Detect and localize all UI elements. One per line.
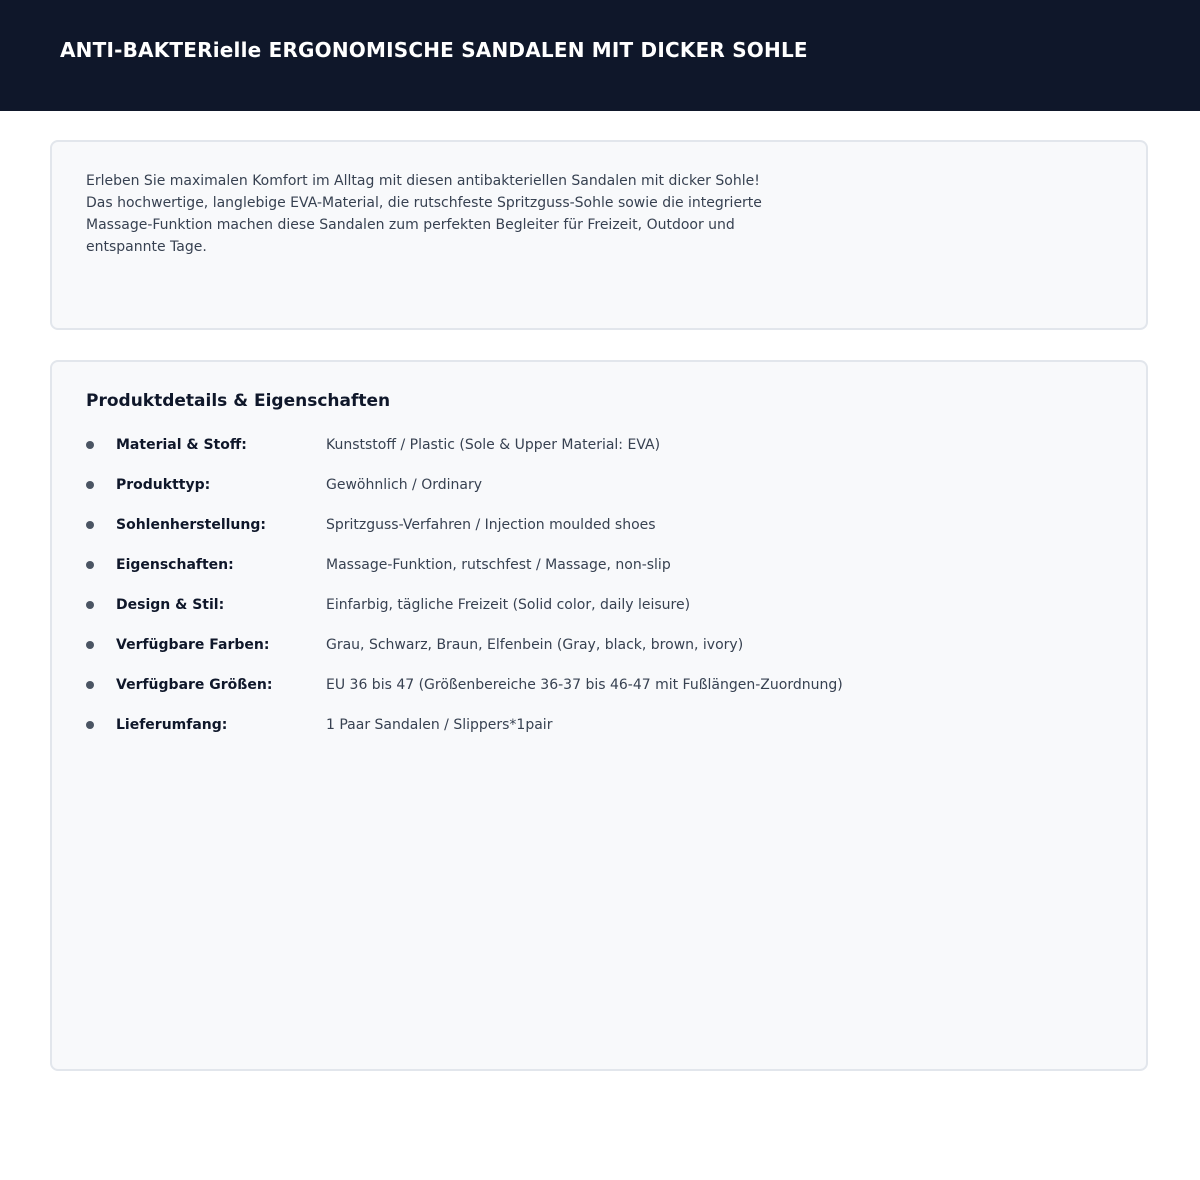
bullet-icon — [86, 641, 94, 649]
detail-label: Design & Stil: — [116, 597, 225, 613]
intro-text: Erleben Sie maximalen Komfort im Alltag mit diesen antibakteriellen Sandalen mit dicker Sohle! Das hochwertige, langlebige EVA-Material, die rutschfeste Spritzguss-Sohle sowie die integrierte Massage-Funktion machen diese Sandalen zum perfekten Begleiter für Freizeit, Outdoor und entspannte Tage. — [86, 173, 762, 255]
detail-label: Eigenschaften: — [116, 557, 234, 573]
details-card — [50, 360, 1148, 1071]
detail-label: Verfügbare Größen: — [116, 677, 273, 693]
detail-label: Material & Stoff: — [116, 437, 247, 453]
detail-value: Spritzguss-Verfahren / Injection moulded shoes — [326, 517, 656, 533]
bullet-icon — [86, 441, 94, 449]
detail-value: Einfarbig, tägliche Freizeit (Solid color, daily leisure) — [326, 597, 691, 613]
detail-value: Gewöhnlich / Ordinary — [326, 477, 482, 493]
bullet-icon — [86, 481, 94, 489]
detail-value: Grau, Schwarz, Braun, Elfenbein (Gray, black, brown, ivory) — [326, 637, 744, 653]
detail-value: EU 36 bis 47 (Größenbereiche 36-37 bis 46-47 mit Fußlängen-Zuordnung) — [326, 677, 843, 693]
bullet-icon — [86, 601, 94, 609]
intro-card — [50, 140, 1148, 330]
detail-value: Kunststoff / Plastic (Sole & Upper Material: EVA) — [326, 437, 661, 453]
bullet-icon — [86, 521, 94, 529]
bullet-icon — [86, 561, 94, 569]
detail-label: Sohlenherstellung: — [116, 517, 266, 533]
detail-value: Massage-Funktion, rutschfest / Massage, non-slip — [326, 557, 671, 573]
page-title: ANTI-BAKTERielle ERGONOMISCHE SANDALEN MIT DICKER SOHLE — [60, 38, 808, 62]
details-heading: Produktdetails & Eigenschaften — [86, 391, 391, 411]
page-header — [0, 0, 1200, 111]
detail-value: 1 Paar Sandalen / Slippers*1pair — [326, 717, 553, 733]
detail-label: Lieferumfang: — [116, 717, 228, 733]
detail-label: Verfügbare Farben: — [116, 637, 270, 653]
bullet-icon — [86, 681, 94, 689]
detail-label: Produkttyp: — [116, 477, 211, 493]
bullet-icon — [86, 721, 94, 729]
